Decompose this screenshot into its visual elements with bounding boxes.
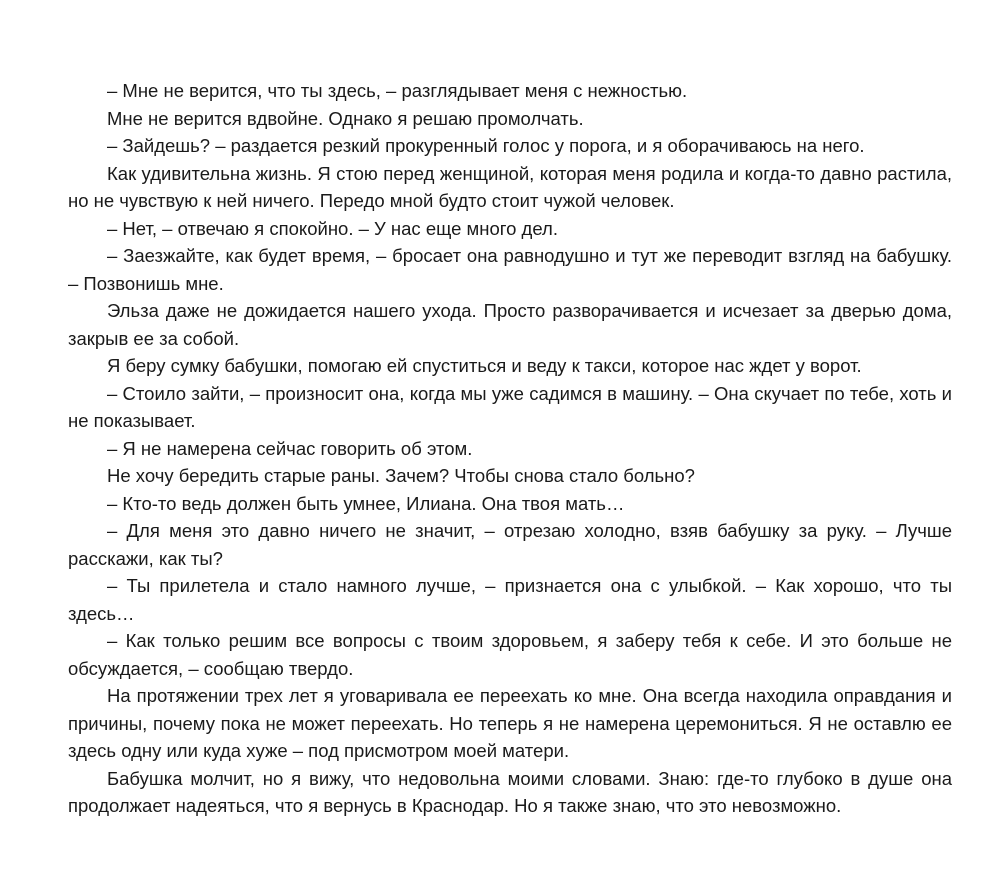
paragraph: – Ты прилетела и стало намного лучше, – признается она с улыбкой. – Как хорошо, что ты здесь… <box>68 575 952 624</box>
paragraph: Я беру сумку бабушки, помогаю ей спуститься и веду к такси, которое нас ждет у ворот. <box>107 355 862 376</box>
paragraph: – Как только решим все вопросы с твоим здоровьем, я заберу тебя к себе. И это больше не обсуждается, – сообщаю твердо. <box>68 630 952 679</box>
paragraph: – Заезжайте, как будет время, – бросает она равнодушно и тут же переводит взгляд на бабушку. – Позвонишь мне. <box>68 245 952 294</box>
paragraph: – Для меня это давно ничего не значит, – отрезаю холодно, взяв бабушку за руку. – Лучше расскажи, как ты? <box>68 520 952 569</box>
paragraph: Мне не верится вдвойне. Однако я решаю промолчать. <box>107 107 584 129</box>
paragraph: Как удивительна жизнь. Я стою перед женщиной, которая меня родила и когда-то давно растила, но не чувствую к ней ничего. Передо мной будто стоит чужой человек. <box>68 162 952 211</box>
paragraph: – Я не намерена сейчас говорить об этом. <box>107 437 473 459</box>
paragraph: Бабушка молчит, но я вижу, что недовольна моими словами. Знаю: где-то глубоко в душе она продолжает надеяться, что я вернусь в Краснодар. Но я также знаю, что это невозможно. <box>68 767 952 816</box>
paragraph: – Зайдешь? – раздается резкий прокуренный голос у порога, и я оборачиваюсь на него. <box>107 135 865 156</box>
page-text <box>68 77 952 820</box>
paragraph: – Мне не верится, что ты здесь, – разглядывает меня с нежностью. <box>107 80 688 101</box>
paragraph: – Нет, – отвечаю я спокойно. – У нас еще много дел. <box>107 217 558 239</box>
paragraph: Не хочу бередить старые раны. Зачем? Чтобы снова стало больно? <box>107 465 695 486</box>
paragraph: Эльза даже не дожидается нашего ухода. Просто разворачивается и исчезает за дверью дома, закрыв ее за собой. <box>68 300 952 349</box>
paragraph: – Кто-то ведь должен быть умнее, Илиана. Она твоя мать… <box>107 492 625 514</box>
paragraph: – Стоило зайти, – произносит она, когда мы уже садимся в машину. – Она скучает по тебе, хоть и не показывает. <box>68 382 952 431</box>
paragraph: На протяжении трех лет я уговаривала ее переехать ко мне. Она всегда находила оправдания и причины, почему пока не может переехать. Но теперь я не намерена церемониться. Я не оставлю ее здесь одну или куда хуже – под присмотром моей матери. <box>68 685 952 761</box>
